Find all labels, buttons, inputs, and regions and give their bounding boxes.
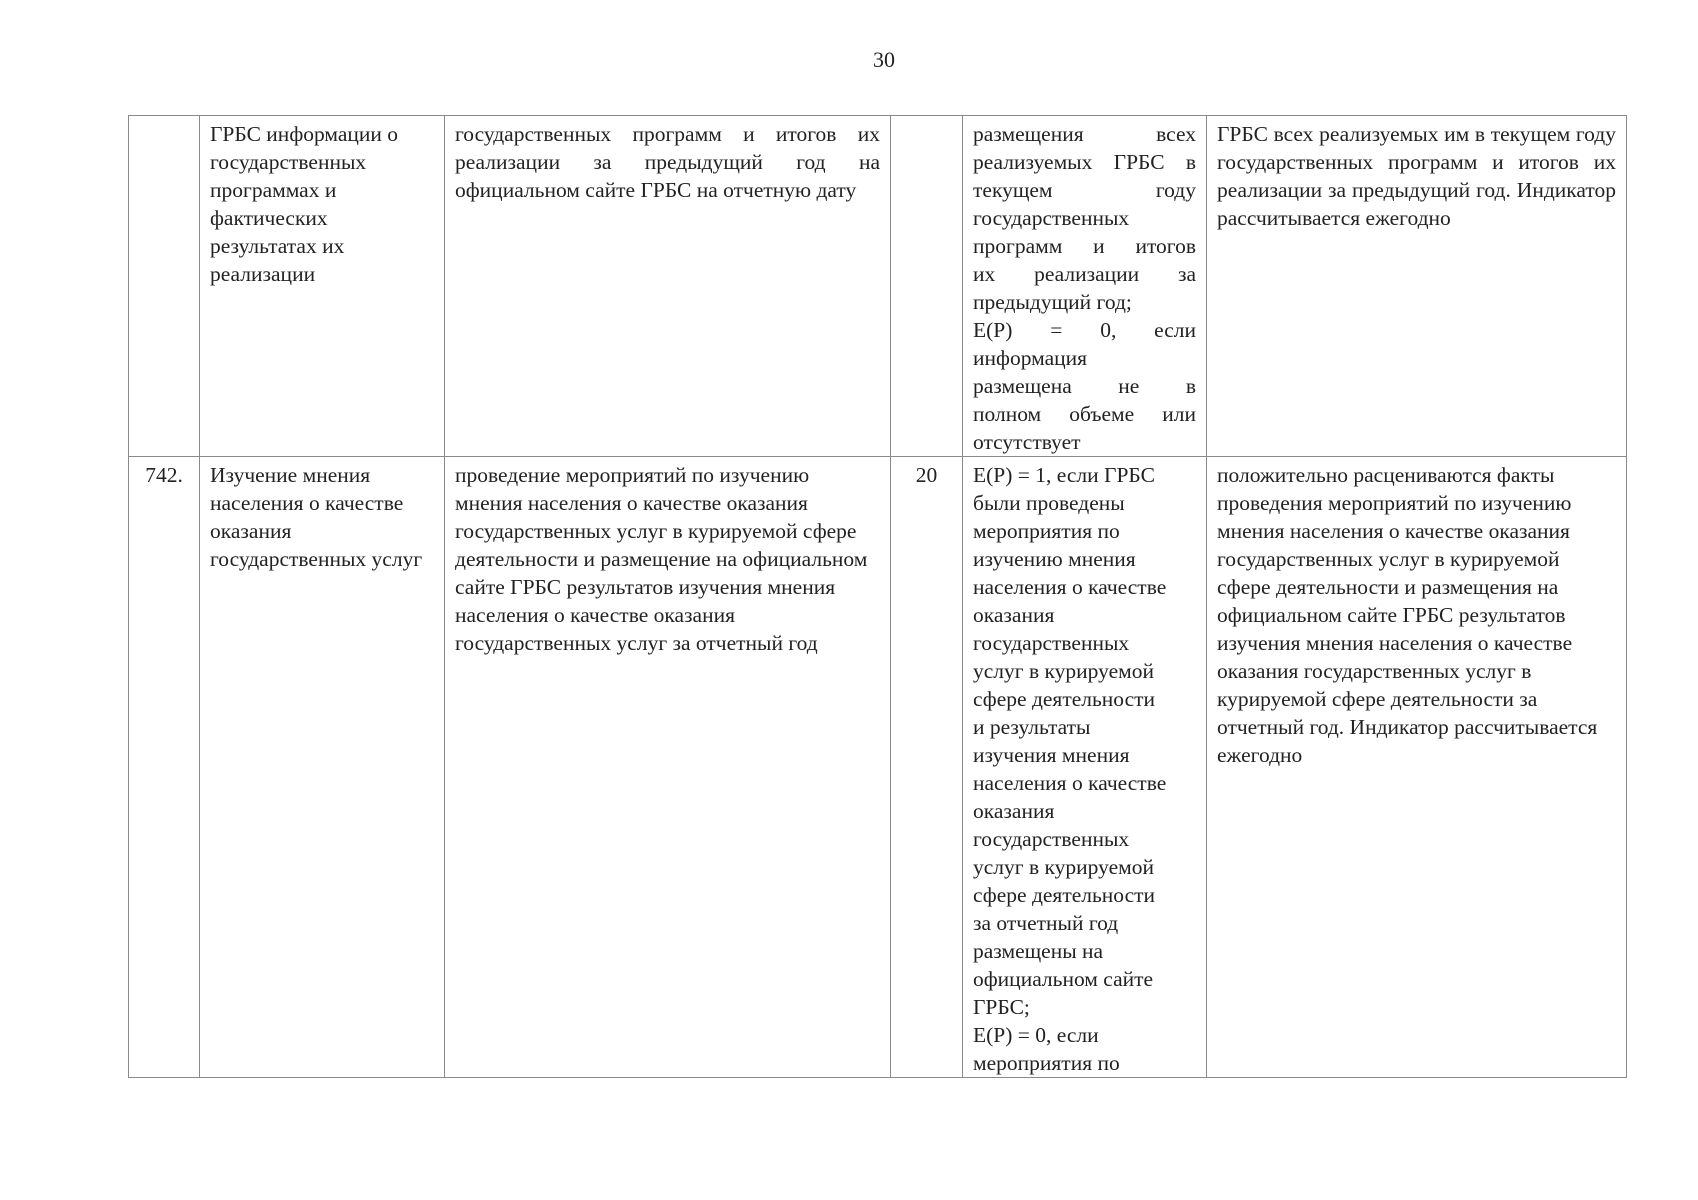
formula-line: сфере деятельности [973,687,1156,711]
formula-line: услуг в курируемой [973,855,1154,879]
row-number-cell: 742. [129,457,200,1078]
formula-line: оказания [973,799,1055,823]
formula-line: были проведены [973,491,1125,515]
formula-line: размещены на [973,939,1104,963]
indicator-description-cell: государственных программ и итогов их реализации за предыдущий год на официальном сайте ГРБС на отчетную дату [445,116,891,457]
formula-line: программ и итогов [973,234,1196,258]
formula-line: информация [973,346,1088,370]
indicator-comment-cell: положительно расцениваются факты проведения мероприятий по изучению мнения населения о качестве оказания государственных услуг в курируемой сфере деятельности и размещения на официальном сайте ГРБС результатов изучения мнения населения о качестве оказания государственных услуг в курируемой сфере деятельности за отчетный год. Индикатор рассчитывается ежегодно [1207,457,1627,1078]
indicator-name-cell: Изучение мнения населения о качестве оказания государственных услуг [200,457,445,1078]
indicator-formula-cell [963,457,1207,1078]
indicator-comment-cell: ГРБС всех реализуемых им в текущем году государственных программ и итогов их реализации за предыдущий год. Индикатор рассчитывается ежегодно [1207,116,1627,457]
formula-line: государственных [973,631,1130,655]
formula-line: населения о качестве [973,575,1167,599]
formula-line: населения о качестве [973,771,1167,795]
formula-line: Е(Р) = 1, если ГРБС [973,463,1155,487]
formula-line: полном объеме или [973,402,1196,426]
formula-line: реализуемых ГРБС в [973,150,1196,174]
formula-line: мероприятия по [973,1051,1120,1075]
formula-line: отсутствует [973,430,1081,454]
formula-line: размещения всех [973,122,1196,146]
formula-line: ГРБС; [973,995,1030,1019]
page-number: 30 [873,47,895,72]
table-row [129,457,1627,1078]
formula-line: государственных [973,206,1130,230]
formula-line: изучения мнения [973,743,1130,767]
formula-line: их реализации за [973,262,1196,286]
indicator-weight-cell [891,116,963,457]
formula-line: Е(Р) = 0, если [973,318,1196,342]
indicator-weight-cell: 20 [891,457,963,1078]
row-number-cell [129,116,200,457]
formula-line: мероприятия по [973,519,1120,543]
formula-line: услуг в курируемой [973,659,1154,683]
formula-line: государственных [973,827,1130,851]
indicator-name-cell: ГРБС информации о государственных программах и фактических результатах их реализации [200,116,445,457]
indicator-formula-cell [963,116,1207,457]
formula-line: оказания [973,603,1055,627]
formula-line: Е(Р) = 0, если [973,1023,1099,1047]
formula-line: официальном сайте [973,967,1154,991]
formula-line: за отчетный год [973,911,1119,935]
formula-line: текущем году [973,178,1196,202]
formula-line: изучению мнения [973,547,1136,571]
formula-line: предыдущий год; [973,290,1132,314]
formula-line: размещена не в [973,374,1196,398]
indicator-description-cell: проведение мероприятий по изучению мнения населения о качестве оказания государственных услуг в курируемой сфере деятельности и размещение на официальном сайте ГРБС результатов изучения мнения населения о качестве оказания государственных услуг за отчетный год [445,457,891,1078]
formula-line: и результаты [973,715,1091,739]
indicator-table [128,115,1627,1078]
table-row [129,116,1627,457]
formula-line: сфере деятельности [973,883,1156,907]
